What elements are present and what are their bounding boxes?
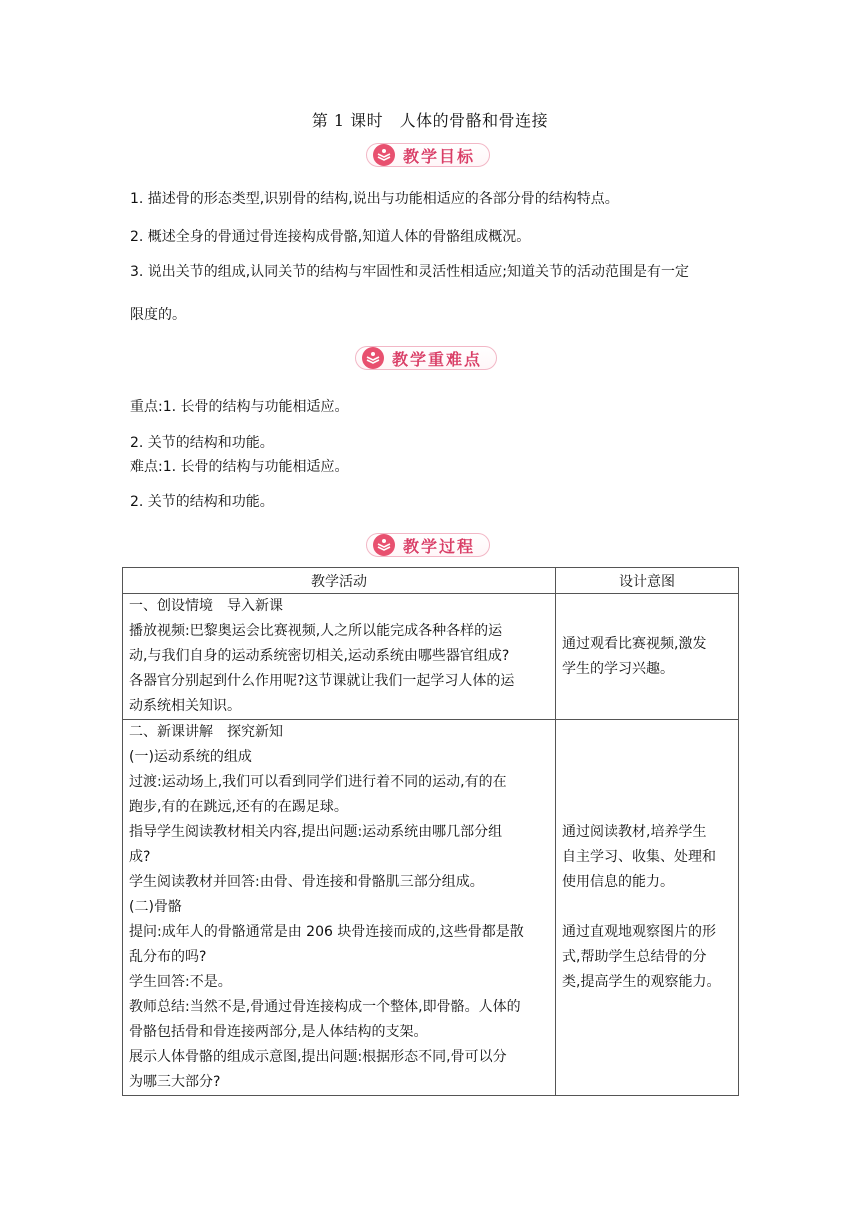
key-point-2: 2. 关节的结构和功能。 xyxy=(130,435,274,451)
activity-line: 学生回答:不是。 xyxy=(129,974,232,990)
book-icon xyxy=(373,144,395,166)
activity-line: 一、创设情境 导入新课 xyxy=(129,598,283,614)
process-badge xyxy=(366,533,490,557)
table-row xyxy=(123,720,739,1096)
activity-line: 动系统相关知识。 xyxy=(129,698,241,714)
key-points-badge-label: 教学重难点 xyxy=(392,349,483,369)
intent-cell xyxy=(556,594,739,720)
intent-line: 通过阅读教材,培养学生 xyxy=(562,824,707,840)
intent-line: 类,提高学生的观察能力。 xyxy=(562,974,721,990)
activity-line: 教师总结:当然不是,骨通过骨连接构成一个整体,即骨骼。人体的 xyxy=(129,999,521,1015)
difficulty-1: 难点:1. 长骨的结构与功能相适应。 xyxy=(130,459,349,475)
activity-line: 播放视频:巴黎奥运会比赛视频,人之所以能完成各种各样的运 xyxy=(129,623,503,639)
header-intent: 设计意图 xyxy=(556,568,739,594)
activity-line: (一)运动系统的组成 xyxy=(129,749,252,765)
activity-cell xyxy=(123,720,556,1096)
activity-line: (二)骨骼 xyxy=(129,899,182,915)
intent-line: 使用信息的能力。 xyxy=(562,874,674,890)
book-icon xyxy=(362,347,384,369)
process-badge-label: 教学过程 xyxy=(403,536,476,556)
key-point-1: 重点:1. 长骨的结构与功能相适应。 xyxy=(130,399,349,415)
activity-line: 展示人体骨骼的组成示意图,提出问题:根据形态不同,骨可以分 xyxy=(129,1049,507,1065)
objectives-badge xyxy=(366,143,490,167)
lesson-process-table xyxy=(122,567,739,1096)
activity-line: 成? xyxy=(129,849,151,865)
table-row xyxy=(123,594,739,720)
activity-line: 指导学生阅读教材相关内容,提出问题:运动系统由哪几部分组 xyxy=(129,824,503,840)
activity-line: 骨骼包括骨和骨连接两部分,是人体结构的支架。 xyxy=(129,1024,428,1040)
intent-line: 学生的学习兴趣。 xyxy=(562,660,674,677)
book-icon xyxy=(373,534,395,556)
header-activity: 教学活动 xyxy=(123,568,556,594)
objective-2: 2. 概述全身的骨通过骨连接构成骨骼,知道人体的骨骼组成概况。 xyxy=(130,229,531,245)
table-header-row xyxy=(123,568,739,594)
intent-line: 自主学习、收集、处理和 xyxy=(562,849,716,865)
activity-line: 动,与我们自身的运动系统密切相关,运动系统由哪些器官组成? xyxy=(129,648,510,664)
intent-line xyxy=(562,895,732,920)
objective-3: 3. 说出关节的组成,认同关节的结构与牢固性和灵活性相适应;知道关节的活动范围是有一定 xyxy=(130,264,689,280)
objectives-badge-label: 教学目标 xyxy=(403,146,476,166)
activity-cell xyxy=(123,594,556,720)
activity-line: 提问:成年人的骨骼通常是由 206 块骨连接而成的,这些骨都是散 xyxy=(129,924,524,940)
difficulty-2: 2. 关节的结构和功能。 xyxy=(130,494,274,510)
activity-line: 过渡:运动场上,我们可以看到同学们进行着不同的运动,有的在 xyxy=(129,774,507,790)
activity-line: 跑步,有的在跳远,还有的在踢足球。 xyxy=(129,799,348,815)
intent-line: 式,帮助学生总结骨的分 xyxy=(562,949,707,965)
activity-line: 各器官分别起到什么作用呢?这节课就让我们一起学习人体的运 xyxy=(129,673,515,689)
lesson-title: 第 1 课时 人体的骨骼和骨连接 xyxy=(311,111,549,130)
intent-line: 通过直观地观察图片的形 xyxy=(562,924,716,940)
key-points-badge xyxy=(355,346,497,370)
intent-line: 通过观看比赛视频,激发 xyxy=(562,635,707,652)
activity-line: 二、新课讲解 探究新知 xyxy=(129,724,283,740)
intent-cell xyxy=(556,720,739,1096)
activity-line: 学生阅读教材并回答:由骨、骨连接和骨骼肌三部分组成。 xyxy=(129,874,484,890)
objective-3-cont: 限度的。 xyxy=(130,307,186,323)
activity-line: 为哪三大部分? xyxy=(129,1074,221,1090)
activity-line: 乱分布的吗? xyxy=(129,949,207,965)
objective-1: 1. 描述骨的形态类型,识别骨的结构,说出与功能相适应的各部分骨的结构特点。 xyxy=(130,191,619,207)
